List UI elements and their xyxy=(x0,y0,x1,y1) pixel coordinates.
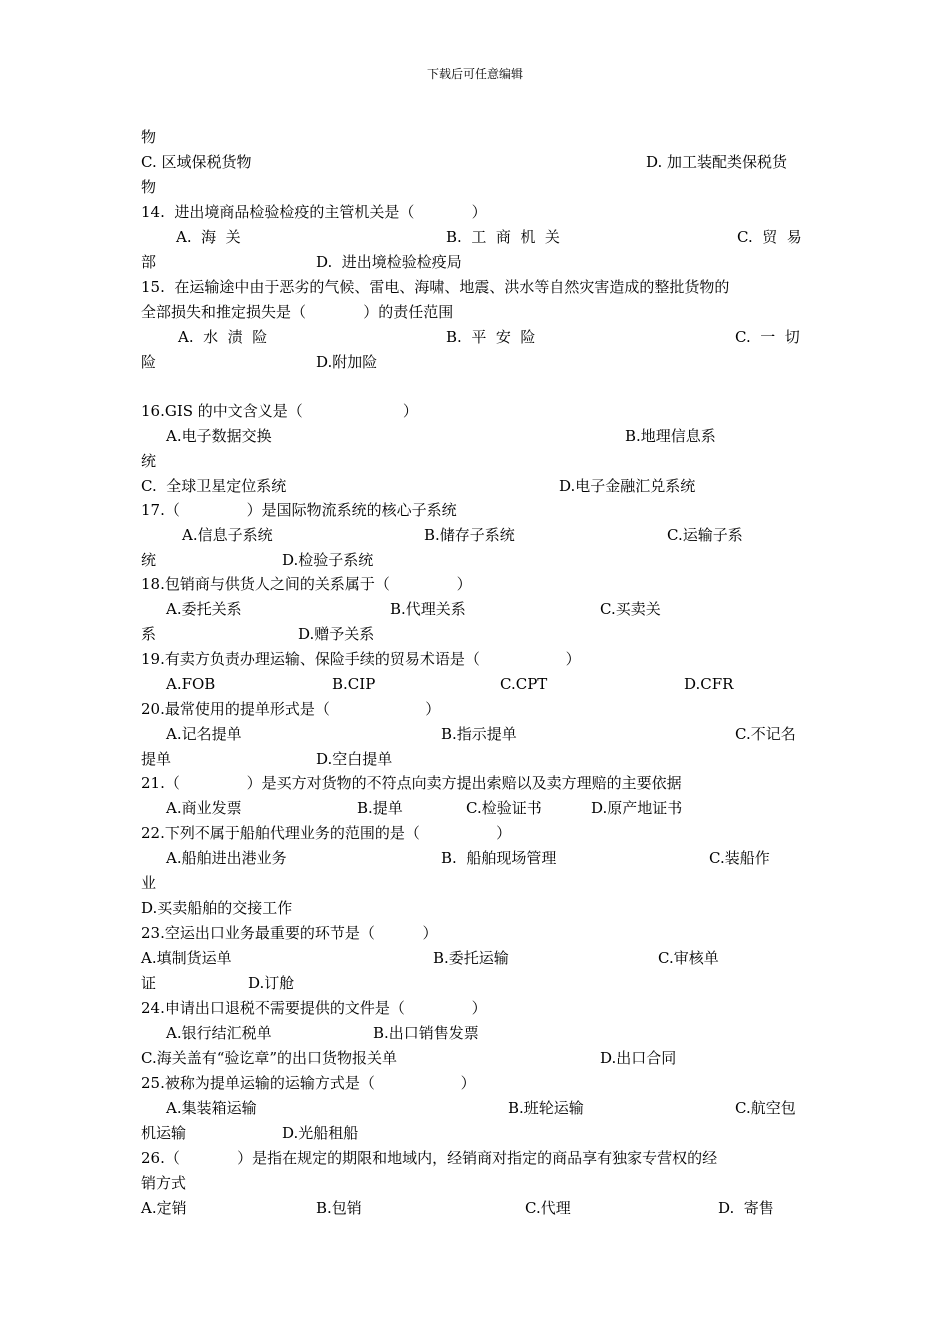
text-line: 26.（ ）是指在规定的期限和地域内，经销商对指定的商品享有独家专营权的经 xyxy=(141,1149,718,1167)
text-line: 22.下列不属于船舶代理业务的范围的是（ ） xyxy=(141,824,512,842)
text-line xyxy=(141,426,809,446)
option-text: A.信息子系统 xyxy=(182,526,273,544)
option-text: C.海关盖有“验讫章”的出口货物报关单 xyxy=(141,1049,398,1067)
page-header: 下载后可任意编辑 xyxy=(426,67,523,81)
option-text: B.CIP xyxy=(332,675,376,693)
option-text: B.指示提单 xyxy=(441,725,517,743)
text-line: 19.有卖方负责办理运输、保险手续的贸易术语是（ ） xyxy=(141,650,581,668)
text-line: 24.申请出口退税不需要提供的文件是（ ） xyxy=(141,999,487,1017)
text-line xyxy=(141,624,809,644)
option-text: D.订舱 xyxy=(248,974,295,992)
option-text: C.航空包 xyxy=(735,1099,796,1117)
option-text: C.CPT xyxy=(500,675,548,693)
option-text: B.代理关系 xyxy=(390,600,466,618)
option-text: B.储存子系统 xyxy=(424,526,515,544)
option-text: B.班轮运输 xyxy=(508,1099,584,1117)
text-line: 物 xyxy=(141,178,157,196)
text-line xyxy=(141,1023,809,1043)
option-text: C.代理 xyxy=(525,1199,571,1217)
text-line xyxy=(141,327,809,347)
option-text: 提单 xyxy=(141,750,172,768)
option-text: C.审核单 xyxy=(658,949,719,967)
option-text: C.运输子系 xyxy=(667,526,743,544)
text-line: 物 xyxy=(141,128,157,146)
option-text: A.电子数据交换 xyxy=(166,427,272,445)
option-text: 统 xyxy=(141,551,157,569)
option-text: A. 海 关 xyxy=(176,228,241,246)
text-line: 23.空运出口业务最重要的环节是（ ） xyxy=(141,924,438,942)
text-line: 业 xyxy=(141,874,157,892)
option-text: B. 工 商 机 关 xyxy=(446,228,560,246)
option-text: A.集装箱运输 xyxy=(166,1099,257,1117)
option-text: D. 寄售 xyxy=(718,1199,774,1217)
option-text: A. 水 渍 险 xyxy=(178,328,268,346)
text-line xyxy=(141,973,809,993)
text-line xyxy=(141,1198,809,1218)
option-text: C.买卖关 xyxy=(600,600,661,618)
option-text: B.地理信息系 xyxy=(625,427,716,445)
option-text: D.电子金融汇兑系统 xyxy=(559,477,696,495)
option-text: A.船舶进出港业务 xyxy=(166,849,287,867)
text-line: 15. 在运输途中由于恶劣的气候、雷电、海啸、地震、洪水等自然灾害造成的整批货物的 xyxy=(141,278,730,296)
text-line xyxy=(141,227,809,247)
text-line: 17.（ ）是国际物流系统的核心子系统 xyxy=(141,501,457,519)
option-text: 部 xyxy=(141,253,157,271)
text-line xyxy=(141,749,809,769)
text-line: 16.GIS 的中文含义是（ ） xyxy=(141,402,418,420)
text-line: 20.最常使用的提单形式是（ ） xyxy=(141,700,441,718)
text-line xyxy=(141,948,809,968)
option-text: 证 xyxy=(141,974,157,992)
option-text: A.定销 xyxy=(141,1199,187,1217)
option-text: A.填制货运单 xyxy=(141,949,232,967)
option-text: A.商业发票 xyxy=(166,799,242,817)
option-text: D. 加工装配类保税货 xyxy=(646,153,788,171)
option-text: C.不记名 xyxy=(735,725,796,743)
option-text: C. 区域保税货物 xyxy=(141,153,252,171)
text-line xyxy=(141,476,809,496)
text-line xyxy=(141,1123,809,1143)
text-line: 统 xyxy=(141,452,157,470)
text-line: D.买卖船舶的交接工作 xyxy=(141,899,293,917)
option-text: C. 一 切 xyxy=(735,328,800,346)
text-line: 销方式 xyxy=(141,1174,187,1192)
text-line: 25.被称为提单运输的运输方式是（ ） xyxy=(141,1074,476,1092)
option-text: D.出口合同 xyxy=(600,1049,677,1067)
text-line: 18.包销商与供货人之间的关系属于（ ） xyxy=(141,575,472,593)
option-text: C. 全球卫星定位系统 xyxy=(141,477,287,495)
text-line xyxy=(141,352,809,372)
option-text: C.检验证书 xyxy=(466,799,542,817)
text-line xyxy=(141,1098,809,1118)
text-line xyxy=(141,599,809,619)
text-line xyxy=(141,550,809,570)
option-text: B.包销 xyxy=(316,1199,362,1217)
text-line: 全部损失和推定损失是（ ）的责任范围 xyxy=(141,303,454,321)
text-line xyxy=(141,1048,809,1068)
text-line: 14. 进出境商品检验检疫的主管机关是（ ） xyxy=(141,203,487,221)
option-text: B. 船舶现场管理 xyxy=(441,849,557,867)
text-line xyxy=(141,674,809,694)
option-text: A.FOB xyxy=(166,675,216,693)
option-text: D.原产地证书 xyxy=(591,799,683,817)
option-text: D.附加险 xyxy=(316,353,378,371)
option-text: B.出口销售发票 xyxy=(373,1024,479,1042)
text-line xyxy=(141,252,809,272)
option-text: A.委托关系 xyxy=(166,600,242,618)
option-text: C. 贸 易 xyxy=(737,228,802,246)
option-text: C.装船作 xyxy=(709,849,770,867)
option-text: A.银行结汇税单 xyxy=(166,1024,272,1042)
option-text: D.光船租船 xyxy=(282,1124,359,1142)
text-line: 21.（ ）是买方对货物的不符点向卖方提出索赔以及卖方理赔的主要依据 xyxy=(141,774,682,792)
option-text: D.检验子系统 xyxy=(282,551,374,569)
text-line xyxy=(141,724,809,744)
option-text: 机运输 xyxy=(141,1124,187,1142)
option-text: B. 平 安 险 xyxy=(446,328,536,346)
text-line xyxy=(141,848,809,868)
option-text: B.提单 xyxy=(357,799,403,817)
option-text: A.记名提单 xyxy=(166,725,242,743)
option-text: 系 xyxy=(141,625,157,643)
text-line xyxy=(141,798,809,818)
option-text: D.空白提单 xyxy=(316,750,393,768)
option-text: B.委托运输 xyxy=(433,949,509,967)
option-text: D.CFR xyxy=(684,675,734,693)
option-text: D. 进出境检验检疫局 xyxy=(316,253,462,271)
option-text: 险 xyxy=(141,353,157,371)
option-text: D.赠予关系 xyxy=(298,625,375,643)
text-line xyxy=(141,152,809,172)
text-line xyxy=(141,525,809,545)
